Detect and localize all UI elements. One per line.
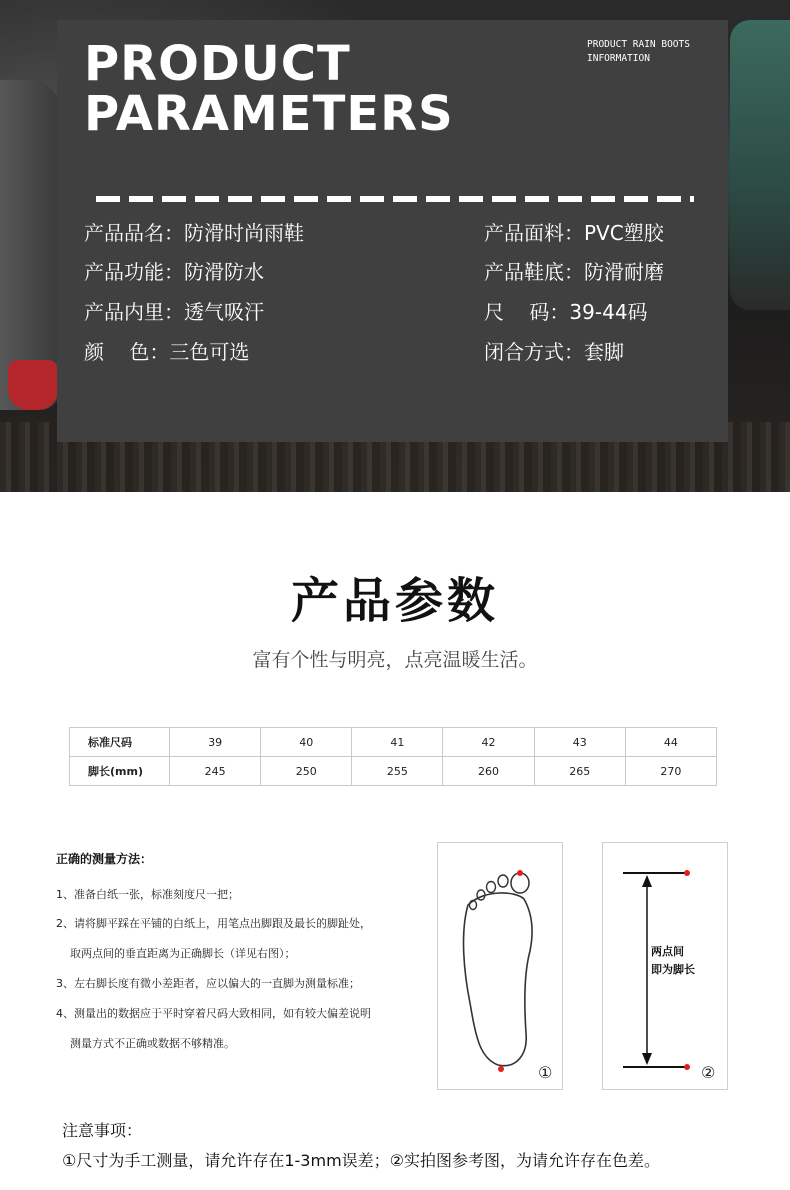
- size-table: [69, 727, 717, 786]
- row-label-size: 标准尺码: [70, 728, 170, 757]
- banner-title: [84, 36, 454, 142]
- foot-outline-icon: [438, 843, 562, 1089]
- section-title: 产品参数: [290, 573, 499, 629]
- banner-subtitle-line2: INFORMATION: [587, 53, 650, 64]
- param-name: 产品品名：防滑时尚雨鞋: [84, 221, 304, 245]
- measure-step-2-cont: 取两点间的垂直距离为正确脚长（详见右图）；: [70, 947, 296, 960]
- length-cell: 260: [443, 757, 534, 786]
- length-cell: 270: [625, 757, 716, 786]
- notes-title: 注意事项：: [62, 1121, 143, 1140]
- top-marker: [684, 870, 690, 876]
- measure-step-4: 4、测量出的数据应于平时穿着尺码大致相同，如有较大偏差说明: [56, 1007, 371, 1020]
- param-function: 产品功能：防滑防水: [84, 260, 264, 284]
- size-cell: 42: [443, 728, 534, 757]
- length-cell: 250: [261, 757, 352, 786]
- table-row: [70, 757, 717, 786]
- length-cell: 255: [352, 757, 443, 786]
- banner-title-line1: PRODUCT: [84, 36, 351, 92]
- param-closure: 闭合方式：套脚: [484, 340, 624, 364]
- size-cell: 44: [625, 728, 716, 757]
- size-cell: 40: [261, 728, 352, 757]
- param-material: 产品面料：PVC塑胶: [484, 221, 664, 245]
- param-lining: 产品内里：透气吸汗: [84, 300, 264, 324]
- size-cell: 43: [534, 728, 625, 757]
- table-row: [70, 728, 717, 757]
- length-label-line2: 即为脚长: [651, 963, 695, 976]
- measure-step-3: 3、左右脚长度有微小差距者，应以偏大的一直脚为测量标准；: [56, 977, 360, 990]
- boot-sole-red: [8, 360, 58, 410]
- param-color: 颜 色：三色可选: [84, 340, 250, 364]
- measure-step-4-cont: 测量方式不正确或数据不够精准。: [70, 1037, 235, 1050]
- dashed-divider: [96, 196, 694, 202]
- toe-marker: [517, 870, 523, 876]
- section-subtitle: 富有个性与明亮，点亮温暖生活。: [252, 649, 538, 671]
- diagram-number-2: ②: [701, 1063, 716, 1082]
- length-label: [651, 943, 695, 979]
- length-cell: 265: [534, 757, 625, 786]
- size-cell: 41: [352, 728, 443, 757]
- heel-marker: [498, 1066, 504, 1072]
- row-label-length: 脚长(mm): [70, 757, 170, 786]
- banner-title-line2: PARAMETERS: [84, 86, 454, 142]
- bottom-marker: [684, 1064, 690, 1070]
- length-cell: 245: [170, 757, 261, 786]
- measure-title: 正确的测量方法：: [56, 852, 153, 866]
- boot-photo-right: [730, 20, 790, 310]
- notes-text: ①尺寸为手工测量，请允许存在1-3mm误差；②实拍图参考图，为请允许存在色差。: [62, 1151, 660, 1170]
- banner-subtitle: [587, 38, 690, 66]
- product-banner: [0, 0, 790, 492]
- banner-subtitle-line1: PRODUCT RAIN BOOTS: [587, 39, 690, 50]
- param-sole: 产品鞋底：防滑耐磨: [484, 260, 664, 284]
- length-label-line1: 两点间: [651, 945, 684, 958]
- size-cell: 39: [170, 728, 261, 757]
- foot-diagram: [437, 842, 563, 1090]
- diagram-number-1: ①: [538, 1063, 553, 1082]
- measure-step-2: 2、请将脚平踩在平铺的白纸上，用笔点出脚跟及最长的脚趾处，: [56, 917, 371, 930]
- param-size: 尺 码：39-44码: [484, 300, 648, 324]
- length-diagram: [602, 842, 728, 1090]
- measure-step-1: 1、准备白纸一张，标准刻度尺一把；: [56, 888, 239, 901]
